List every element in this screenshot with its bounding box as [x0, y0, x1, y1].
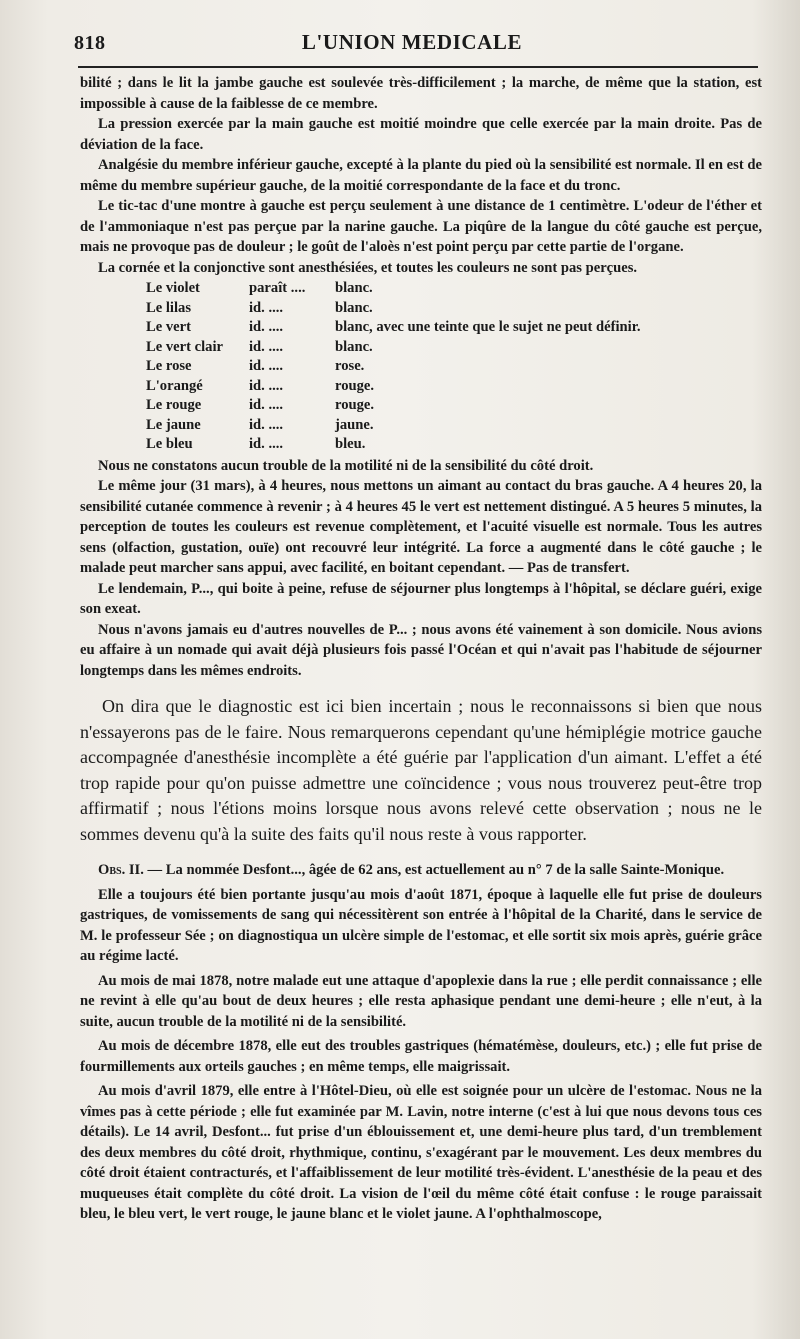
- color-result: bleu.: [335, 436, 366, 452]
- case-notes: [80, 73, 762, 681]
- paragraph: Nous ne constatons aucun trouble de la motilité ni de la sensibilité du côté droit.: [98, 457, 594, 474]
- observation-heading: [80, 860, 762, 881]
- dot-leader: ....: [268, 416, 284, 433]
- table-row: [146, 435, 641, 455]
- verb-text: id.: [249, 377, 265, 394]
- color-name: L'orangé: [146, 377, 203, 394]
- color-name: Le rouge: [146, 397, 202, 413]
- table-row: [146, 416, 641, 436]
- paragraph: Au mois de décembre 1878, elle eut des troubles gastriques (hématémèse, douleurs, etc.) ; elle fut prise de fourmillements aux orteils gauches ; en même temps, elle maigrissait.: [80, 1038, 762, 1075]
- color-result: rose.: [335, 358, 365, 374]
- color-verb: [249, 318, 335, 338]
- color-verb: [249, 435, 335, 455]
- color-result: rouge.: [335, 377, 375, 394]
- page-number: 818: [74, 32, 106, 54]
- commentary-paragraph: On dira que le diagnostic est ici bien incertain ; nous le reconnaissons si bien que nous n'essayerons pas de le faire. Nous remarquerons cependant qu'une hémiplégie motrice gauche accompagnée d'anesthésie incomplète a été guérie par l'application d'un aimant. L'effet a été trop rapide pour qu'on puisse admettre une coïncidence ; vous nous trouverez peut-être trop affirmatif ; nous l'étions moins lorsque nous avons relevé cette observation ; nous ne le sommes devenu qu'à la suite des faits qu'il nous reste à vous rapporter.: [80, 696, 762, 844]
- observation-ii: [80, 860, 762, 1225]
- color-result: blanc.: [335, 280, 373, 296]
- paragraph: Elle a toujours été bien portante jusqu'au mois d'août 1871, époque à laquelle elle fut prise de douleurs gastriques, de vomissements de sang qui nécessitèrent son entrée à l'hôpital de la Charité, dans le service de M. le professeur Sée ; on diagnostiqua un ulcère simple de l'estomac, et elle sortit six mois après, guérie grâce au régime lacté.: [80, 886, 762, 964]
- dot-leader: ....: [268, 397, 284, 413]
- color-verb: [249, 299, 335, 319]
- color-result: blanc.: [335, 299, 373, 316]
- table-row: [146, 299, 641, 319]
- color-name: Le jaune: [146, 416, 201, 433]
- color-verb: [249, 416, 335, 436]
- verb-text: id.: [249, 358, 265, 374]
- page-header: [74, 30, 750, 56]
- dot-leader: ....: [268, 358, 284, 374]
- paragraph: Le lendemain, P..., qui boite à peine, refuse de séjourner plus longtemps à l'hôpital, se déclare guéri, exige son exeat.: [80, 580, 762, 617]
- dot-leader: ....: [268, 436, 284, 452]
- dot-leader: ....: [268, 299, 284, 316]
- color-verb: [249, 338, 335, 358]
- color-result: blanc.: [335, 338, 373, 355]
- color-verb: [249, 279, 335, 299]
- paragraph: Au mois d'avril 1879, elle entre à l'Hôtel-Dieu, où elle est soignée pour un ulcère de l'estomac. Nous ne la vîmes pas à cette période ; elle fut examinée par M. Lavin, notre interne (c'est à lui que nous devons tous ces détails). Le 14 avril, Desfont... fut prise d'un éblouissement et, une demi-heure plus tard, d'un tremblement des deux membres du côté droit, rhythmique, continu, s'exagérant par le mouvement. Les deux membres du côté droit étaient contracturés, et l'affaiblissement de leur motilité très-évident. L'anesthésie de la peau et des muqueuses était complète du côté droit. La vision de l'œil du même côté était confuse : le rouge paraissait bleu, le bleu vert, le vert rouge, le jaune blanc et le violet jaune. A l'ophthalmoscope,: [80, 1083, 762, 1222]
- table-row: [146, 377, 641, 397]
- commentary: [80, 694, 762, 847]
- color-verb: [249, 377, 335, 397]
- color-name: Le bleu: [146, 436, 193, 452]
- paragraph: Le même jour (31 mars), à 4 heures, nous mettons un aimant au contact du bras gauche. A 4 heures 20, la sensibilité cutanée commence à revenir ; à 4 heures 45 le vert est nettement distingué. A 5 heures 5 minutes, la perception de toutes les couleurs est revenue complètement, et l'acuité visuelle est normale. Tous les autres sens (olfaction, gustation, ouïe) ont recouvré leur intégrité. La force a augmenté dans le côté gauche ; le malade peut marcher sans appui, avec facilité, en boitant cependant. — Pas de transfert.: [80, 478, 762, 576]
- table-row: [146, 338, 641, 358]
- color-result: rouge.: [335, 397, 375, 413]
- paragraph: Au mois de mai 1878, notre malade eut une attaque d'apoplexie dans la rue ; elle perdit connaissance ; elle ne revint à elle qu'au bout de deux heures ; elle resta aphasique pendant une demi-heure ; elle n'eut, à la suite, aucun trouble de la motilité ni de la sensibilité.: [80, 972, 762, 1030]
- page-body: [80, 73, 762, 1225]
- dot-leader: ....: [268, 338, 284, 355]
- color-result: blanc, avec une teinte que le sujet ne peut définir.: [335, 319, 641, 335]
- verb-text: id.: [249, 416, 265, 433]
- dot-leader: ....: [268, 377, 284, 394]
- verb-text: id.: [249, 299, 265, 316]
- color-name: Le rose: [146, 358, 192, 374]
- table-row: [146, 279, 641, 299]
- paragraph: Le tic-tac d'une montre à gauche est perçu seulement à une distance de 1 centimètre. L'odeur de l'éther et de l'ammoniaque n'est pas perçue par la narine gauche. La piqûre de la langue du côté gauche est perçue, mais ne provoque pas de douleur ; le goût de l'aloès n'est point perçu par cette partie de l'organe.: [80, 198, 762, 255]
- table-row: [146, 357, 641, 377]
- color-verb: [249, 396, 335, 416]
- dot-leader: ....: [290, 280, 306, 296]
- observation-label: Obs. II.: [98, 862, 144, 878]
- paragraph: La cornée et la conjonctive sont anesthésiées, et toutes les couleurs ne sont pas perçues.: [98, 259, 638, 276]
- color-result: jaune.: [335, 416, 374, 433]
- paragraph: Analgésie du membre inférieur gauche, excepté à la plante du pied où la sensibilité est normale. Il en est de même du membre supérieur gauche, de la moitié correspondante de la face et du tronc.: [80, 157, 762, 194]
- verb-text: id.: [249, 397, 265, 413]
- table-row: [146, 318, 641, 338]
- verb-text: paraît: [249, 280, 288, 296]
- verb-text: id.: [249, 319, 265, 335]
- paragraph: bilité ; dans le lit la jambe gauche est soulevée très-difficilement ; la marche, de même que la station, est impossible à cause de la faiblesse de ce membre.: [80, 75, 762, 112]
- verb-text: id.: [249, 436, 265, 452]
- color-perception-table: [146, 279, 641, 455]
- paragraph: Nous n'avons jamais eu d'autres nouvelles de P... ; nous avons été vainement à son domicile. Nous avions eu affaire à un nomade qui avait déjà plusieurs fois passé l'Océan et qui n'avait pas l'habitude de séjourner longtemps dans les mêmes endroits.: [80, 621, 762, 679]
- dot-leader: ....: [268, 319, 284, 335]
- color-name: Le vert clair: [146, 338, 223, 355]
- color-name: Le lilas: [146, 299, 191, 316]
- header-rule: [78, 66, 758, 68]
- color-name: Le vert: [146, 319, 191, 335]
- color-name: Le violet: [146, 280, 200, 296]
- color-verb: [249, 357, 335, 377]
- observation-intro: — La nommée Desfont..., âgée de 62 ans, est actuellement au n° 7 de la salle Sainte-Monique.: [143, 862, 725, 878]
- paragraph: La pression exercée par la main gauche est moitié moindre que celle exercée par la main droite. Pas de déviation de la face.: [80, 116, 762, 153]
- table-row: [146, 396, 641, 416]
- verb-text: id.: [249, 338, 265, 355]
- running-head: L'UNION MEDICALE: [301, 30, 523, 54]
